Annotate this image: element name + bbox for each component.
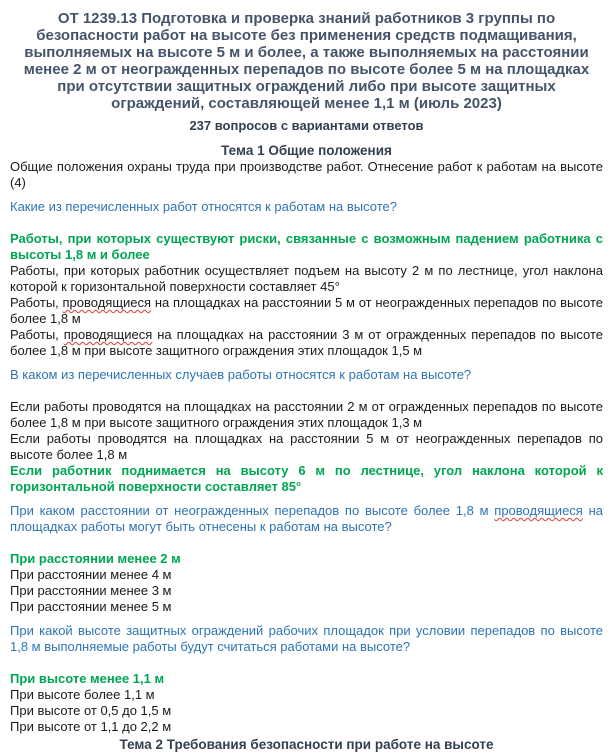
question-3-answer-text: При расстоянии менее 3 м — [10, 583, 172, 598]
question-4-correct-answer — [10, 671, 603, 687]
question-2-correct-answer-text: Если работник поднимается на высоту 6 м по лестнице, угол наклона которой к горизонтальной поверхности составляет 85° — [10, 463, 603, 494]
question-4-answer — [10, 703, 603, 719]
theme-1-description — [10, 159, 603, 191]
question-3 — [10, 503, 603, 535]
question-3-text: на площадках работы могут быть отнесены к работам на высоте? — [10, 503, 604, 534]
theme-1-description-text: Общие положения охраны труда при производстве работ. Отнесение работ к работам на высоте (4) — [10, 159, 603, 190]
question-2-answer-text: Если работы проводятся на площадках на расстоянии 5 м от неогражденных перепадов по высоте более 1,8 м — [10, 431, 603, 462]
question-count-text: 237 вопросов с вариантами ответов — [189, 118, 424, 133]
question-4-answer-text: При высоте более 1,1 м — [10, 687, 155, 702]
misspelled-word: проводящиеся — [494, 503, 583, 518]
question-1-answer-text: Работы, при которых работник осуществляет подъем на высоту 2 м по лестнице, угол наклона которой к горизонтальной поверхности составляет 45° — [10, 263, 603, 294]
question-2-answer — [10, 399, 603, 431]
question-4-answer — [10, 687, 603, 703]
question-3-answer — [10, 567, 603, 583]
question-3-answer-text: При расстоянии менее 5 м — [10, 599, 172, 614]
question-2-answer-text: Если работы проводятся на площадках на расстоянии 2 м от огражденных перепадов по высоте более 1,8 м при высоте защитного ограждения этих площадок 1,3 м — [10, 399, 603, 430]
question-4-answer — [10, 719, 603, 735]
question-1-answer — [10, 295, 603, 327]
theme-1-heading-text: Тема 1 Общие положения — [221, 143, 392, 158]
question-1-answer — [10, 263, 603, 295]
question-4-text: При какой высоте защитных ограждений рабочих площадок при условии перепадов по высоте 1,8 м выполняемые работы будут считаться работами на высоте? — [10, 623, 603, 654]
misspelled-word: проводящиеся — [63, 327, 153, 342]
question-2 — [10, 367, 603, 383]
question-3-correct-answer — [10, 551, 603, 567]
question-2-text: В каком из перечисленных случаев работы относятся к работам на высоте? — [10, 367, 472, 382]
misspelled-word: проводящиеся — [62, 295, 152, 310]
question-3-text: При каком расстоянии от неогражденных перепадов по высоте более 1,8 м — [10, 503, 495, 518]
question-3-answer — [10, 599, 603, 615]
question-count — [10, 118, 603, 134]
question-1-answer-text: Работы, — [10, 327, 64, 342]
theme-2-heading-clipped-text: Тема 2 Требования безопасности при работе на высоте — [119, 737, 494, 752]
theme-1-heading — [10, 143, 603, 159]
question-1-correct-answer — [10, 231, 603, 263]
question-4-correct-answer-text: При высоте менее 1,1 м — [10, 671, 165, 686]
question-4-answer-text: При высоте от 0,5 до 1,5 м — [10, 703, 172, 718]
question-1-answer-text: Работы, — [10, 295, 63, 310]
question-1-correct-answer-text: Работы, при которых существуют риски, связанные с возможным падением работника с высоты 1,8 м и более — [10, 231, 603, 262]
question-4 — [10, 623, 603, 655]
question-1-answer-text: на площадках на расстоянии 5 м от неогражденных перепадов по высоте более 1,8 м — [10, 295, 603, 326]
question-2-answer — [10, 431, 603, 463]
theme-2-heading-clipped — [10, 737, 603, 753]
question-1-answer-text: на площадках на расстоянии 3 м от огражденных перепадов по высоте более 1,8 м при высоте защитного ограждения этих площадок 1,5 м — [10, 327, 603, 358]
question-4-answer-text: При высоте от 1,1 до 2,2 м — [10, 719, 172, 734]
question-1-answer — [10, 327, 603, 359]
question-1 — [10, 199, 603, 215]
question-2-correct-answer — [10, 463, 603, 495]
question-3-answer-text: При расстоянии менее 4 м — [10, 567, 172, 582]
document-title-text: ОТ 1239.13 Подготовка и проверка знаний работников 3 группы по безопасности работ на высоте без применения средств подмащивания, выполняемых на высоте 5 м и более, а также выполняемых на расстоянии менее 2 м от неогражденных перепадов по высоте более 5 м на площадках при отсутствии защитных ограждений либо при высоте защитных ограждений, составляющей менее 1,1 м (июль 2023) — [23, 10, 590, 112]
question-3-answer — [10, 583, 603, 599]
question-3-correct-answer-text: При расстоянии менее 2 м — [10, 551, 181, 566]
document-title — [10, 10, 603, 112]
question-1-text: Какие из перечисленных работ относятся к работам на высоте? — [10, 199, 397, 214]
